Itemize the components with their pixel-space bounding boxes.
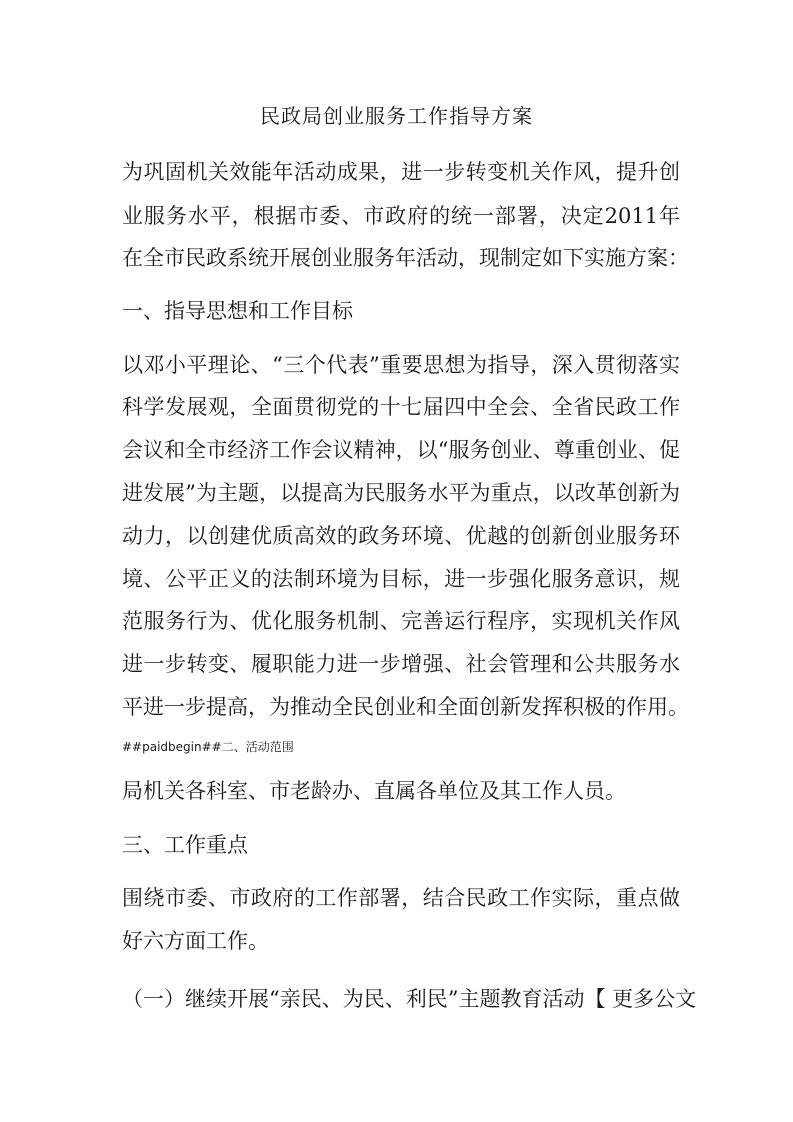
intro-line-2: 业服务水平，根据市委、市政府的统一部署，决定2011年 xyxy=(122,204,680,228)
section2-heading: ##paidbegin##二、活动范围 xyxy=(122,740,294,754)
section1-heading: 一、指导思想和工作目标 xyxy=(122,299,353,323)
section1-line-8: 进一步转变、履职能力进一步增强、社会管理和公共服务水 xyxy=(122,652,680,676)
section3-line-2: 好六方面工作。 xyxy=(122,929,269,953)
section3-line-1: 围绕市委、市政府的工作部署，结合民政工作实际，重点做 xyxy=(122,886,680,910)
item1-line: （一）继续开展“亲民、为民、利民”主题教育活动【 更多公文 xyxy=(122,987,697,1011)
intro-line-1: 为巩固机关效能年活动成果，进一步转变机关作风，提升创 xyxy=(122,160,680,184)
section1-line-1: 以邓小平理论、“三个代表”重要思想为指导，深入贯彻落实 xyxy=(122,353,680,377)
section3-heading: 三、工作重点 xyxy=(122,833,248,857)
section1-line-6: 境、公平正义的法制环境为目标，进一步强化服务意识，规 xyxy=(122,567,680,591)
section1-line-5: 动力，以创建优质高效的政务环境、优越的创新创业服务环 xyxy=(122,524,680,548)
section1-line-7: 范服务行为、优化服务机制、完善运行程序，实现机关作风 xyxy=(122,609,680,633)
section1-line-3: 会议和全市经济工作会议精神，以“服务创业、尊重创业、促 xyxy=(122,438,680,462)
section2-body: 局机关各科室、市老龄办、直属各单位及其工作人员。 xyxy=(122,779,626,803)
section1-line-9: 平进一步提高，为推动全民创业和全面创新发挥积极的作用。 xyxy=(122,695,689,719)
section1-line-4: 进发展”为主题，以提高为民服务水平为重点，以改革创新为 xyxy=(122,481,680,505)
section1-line-2: 科学发展观，全面贯彻党的十七届四中全会、全省民政工作 xyxy=(122,395,680,419)
intro-line-3: 在全市民政系统开展创业服务年活动，现制定如下实施方案： xyxy=(122,246,689,270)
document-title: 民政局创业服务工作指导方案 xyxy=(260,104,533,128)
